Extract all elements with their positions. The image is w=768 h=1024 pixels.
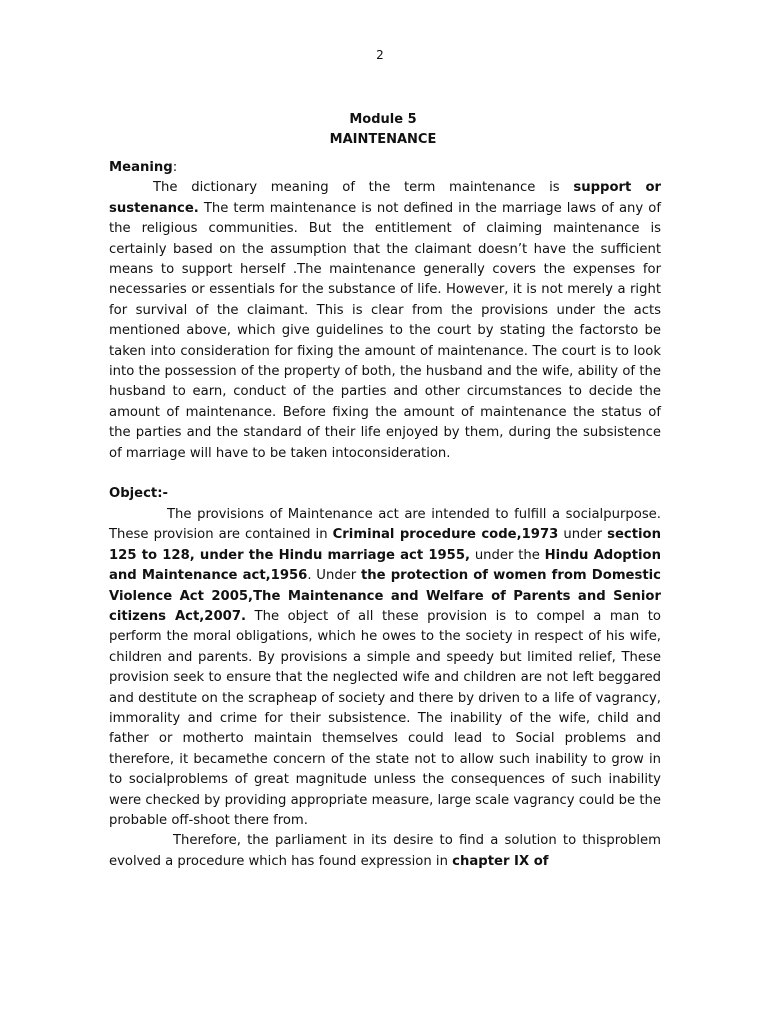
object-bold-sections: section 125 to 128, under the Hindu marriage act 1955, <box>109 527 661 563</box>
object-paragraph <box>109 505 661 832</box>
module-subtitle: MAINTENANCE <box>329 132 437 147</box>
meaning-label: Meaning <box>109 160 173 175</box>
object-bold-crpc: Criminal procedure code,1973 <box>332 527 559 543</box>
object-text-4: . Under <box>307 568 361 584</box>
meaning-label-suffix: : <box>172 160 178 175</box>
therefore-text: Therefore, the parliament in its desire to find a solution to thisproblem evolved a procedure which has found expression in <box>109 833 661 869</box>
meaning-bold-term: support or sustenance. <box>109 180 662 216</box>
document-body <box>109 158 661 872</box>
module-heading <box>0 110 766 150</box>
therefore-paragraph <box>109 831 661 872</box>
meaning-paragraph <box>109 178 661 464</box>
therefore-bold-chapter: chapter IX of <box>452 853 549 869</box>
object-heading: Object:- <box>109 486 168 502</box>
object-bold-acts: the protection of women from Domestic Violence Act 2005,The Maintenance and Welfare of Parents and Senior citizens Act,2007. <box>109 568 661 624</box>
object-text-1: The provisions of Maintenance act are intended to fulfill a socialpurpose. These provision are contained in <box>109 506 661 543</box>
object-text-5: The object of all these provision is to compel a man to perform the moral obligations, which he owes to the society in respect of his wife, children and parents. By provisions a simple and speedy but limited relief, These provision seek to ensure that the neglected wife and children are not left beggared and destitute on the scrapheap of society and there by driven to a life of vagrancy, immorality and crime for their subsistence. The inability of the wife, child and father or motherto maintain themselves could lead to Social problems and therefore, it becamethe concern of the state not to allow such inability to grow in to socialproblems of great magnitude unless the consequences of such inability were checked by providing appropriate measure, large scale vagrancy could be the probable off-shoot there from. <box>109 608 661 828</box>
section-gap <box>109 464 661 484</box>
page-number: 2 <box>376 48 384 62</box>
object-text-3: under the <box>470 547 545 563</box>
object-bold-hama: Hindu Adoption and Maintenance act,1956 <box>109 547 661 584</box>
meaning-text-2: The term maintenance is not defined in the marriage laws of any of the religious communities. But the entitlement of claiming maintenance is certainly based on the assumption that the claimant doesn’t have the sufficient means to support herself .The maintenance generally covers the expenses for necessaries or essentials for the substance of life. However, it is not merely a right for survival of the claimant. This is clear from the provisions under the acts mentioned above, which give guidelines to the court by stating the factorsto be taken into consideration for fixing the amount of maintenance. The court is to look into the possession of the property of both, the husband and the wife, ability of the husband to earn, conduct of the parties and other circumstances to decide the amount of maintenance. Before fixing the amount of maintenance the status of the parties and the standard of their life enjoyed by them, during the subsistence of marriage will have to be taken intoconsideration. <box>109 200 661 461</box>
meaning-heading <box>109 158 661 178</box>
module-title: Module 5 <box>349 112 417 127</box>
meaning-text-1: The dictionary meaning of the term maintenance is <box>153 180 574 196</box>
object-text-2: under <box>558 527 608 543</box>
